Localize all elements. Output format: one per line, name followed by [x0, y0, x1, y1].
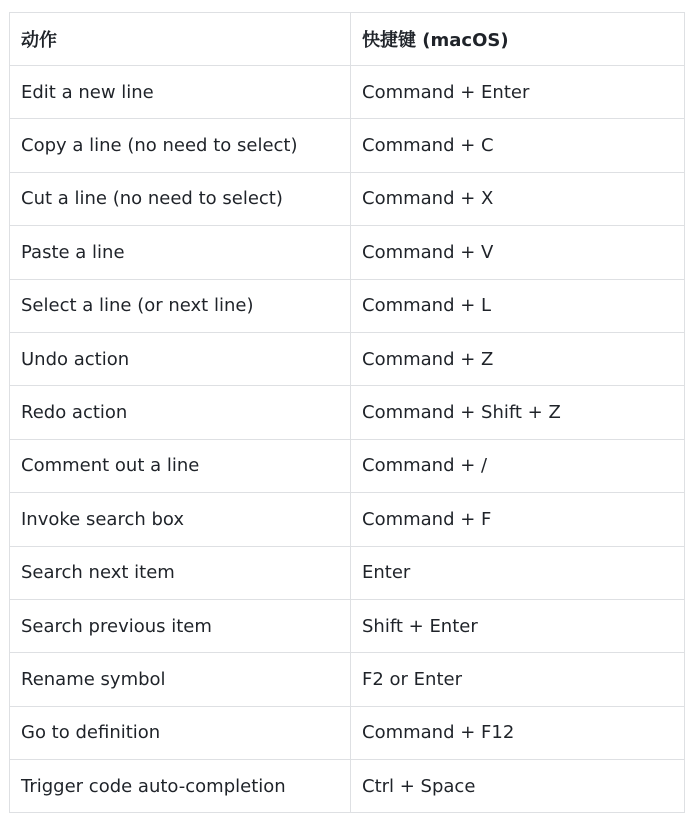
table-body	[10, 66, 685, 813]
table-row	[10, 493, 685, 546]
table-row	[10, 386, 685, 439]
shortcut-cell: Command + Z	[351, 332, 685, 385]
action-cell: Copy a line (no need to select)	[10, 119, 351, 172]
header-shortcut: 快捷键 (macOS)	[351, 13, 685, 66]
shortcut-cell: Shift + Enter	[351, 599, 685, 652]
action-cell: Comment out a line	[10, 439, 351, 492]
table-row	[10, 546, 685, 599]
action-cell: Search previous item	[10, 599, 351, 652]
shortcut-cell: Command + C	[351, 119, 685, 172]
shortcut-cell: Command + X	[351, 172, 685, 225]
table-header	[10, 13, 685, 66]
table-row	[10, 279, 685, 332]
table-row	[10, 599, 685, 652]
action-cell: Edit a new line	[10, 66, 351, 119]
table-row	[10, 66, 685, 119]
shortcut-cell: Command + F	[351, 493, 685, 546]
table-row	[10, 172, 685, 225]
action-cell: Invoke search box	[10, 493, 351, 546]
shortcut-cell: Command + Enter	[351, 66, 685, 119]
table-row	[10, 439, 685, 492]
table-row	[10, 653, 685, 706]
shortcut-cell: Command + F12	[351, 706, 685, 759]
table-row	[10, 760, 685, 813]
table-row	[10, 332, 685, 385]
action-cell: Paste a line	[10, 226, 351, 279]
header-row	[10, 13, 685, 66]
table-row	[10, 706, 685, 759]
action-cell: Go to definition	[10, 706, 351, 759]
shortcut-cell: Enter	[351, 546, 685, 599]
shortcut-cell: Command + V	[351, 226, 685, 279]
action-cell: Redo action	[10, 386, 351, 439]
shortcut-cell: F2 or Enter	[351, 653, 685, 706]
action-cell: Undo action	[10, 332, 351, 385]
shortcut-table	[9, 12, 685, 813]
shortcut-cell: Command + Shift + Z	[351, 386, 685, 439]
table-row	[10, 226, 685, 279]
action-cell: Rename symbol	[10, 653, 351, 706]
shortcut-cell: Ctrl + Space	[351, 760, 685, 813]
action-cell: Select a line (or next line)	[10, 279, 351, 332]
action-cell: Search next item	[10, 546, 351, 599]
action-cell: Trigger code auto-completion	[10, 760, 351, 813]
header-action: 动作	[10, 13, 351, 66]
shortcut-cell: Command + /	[351, 439, 685, 492]
table-row	[10, 119, 685, 172]
action-cell: Cut a line (no need to select)	[10, 172, 351, 225]
shortcut-table-container	[9, 12, 684, 813]
shortcut-cell: Command + L	[351, 279, 685, 332]
